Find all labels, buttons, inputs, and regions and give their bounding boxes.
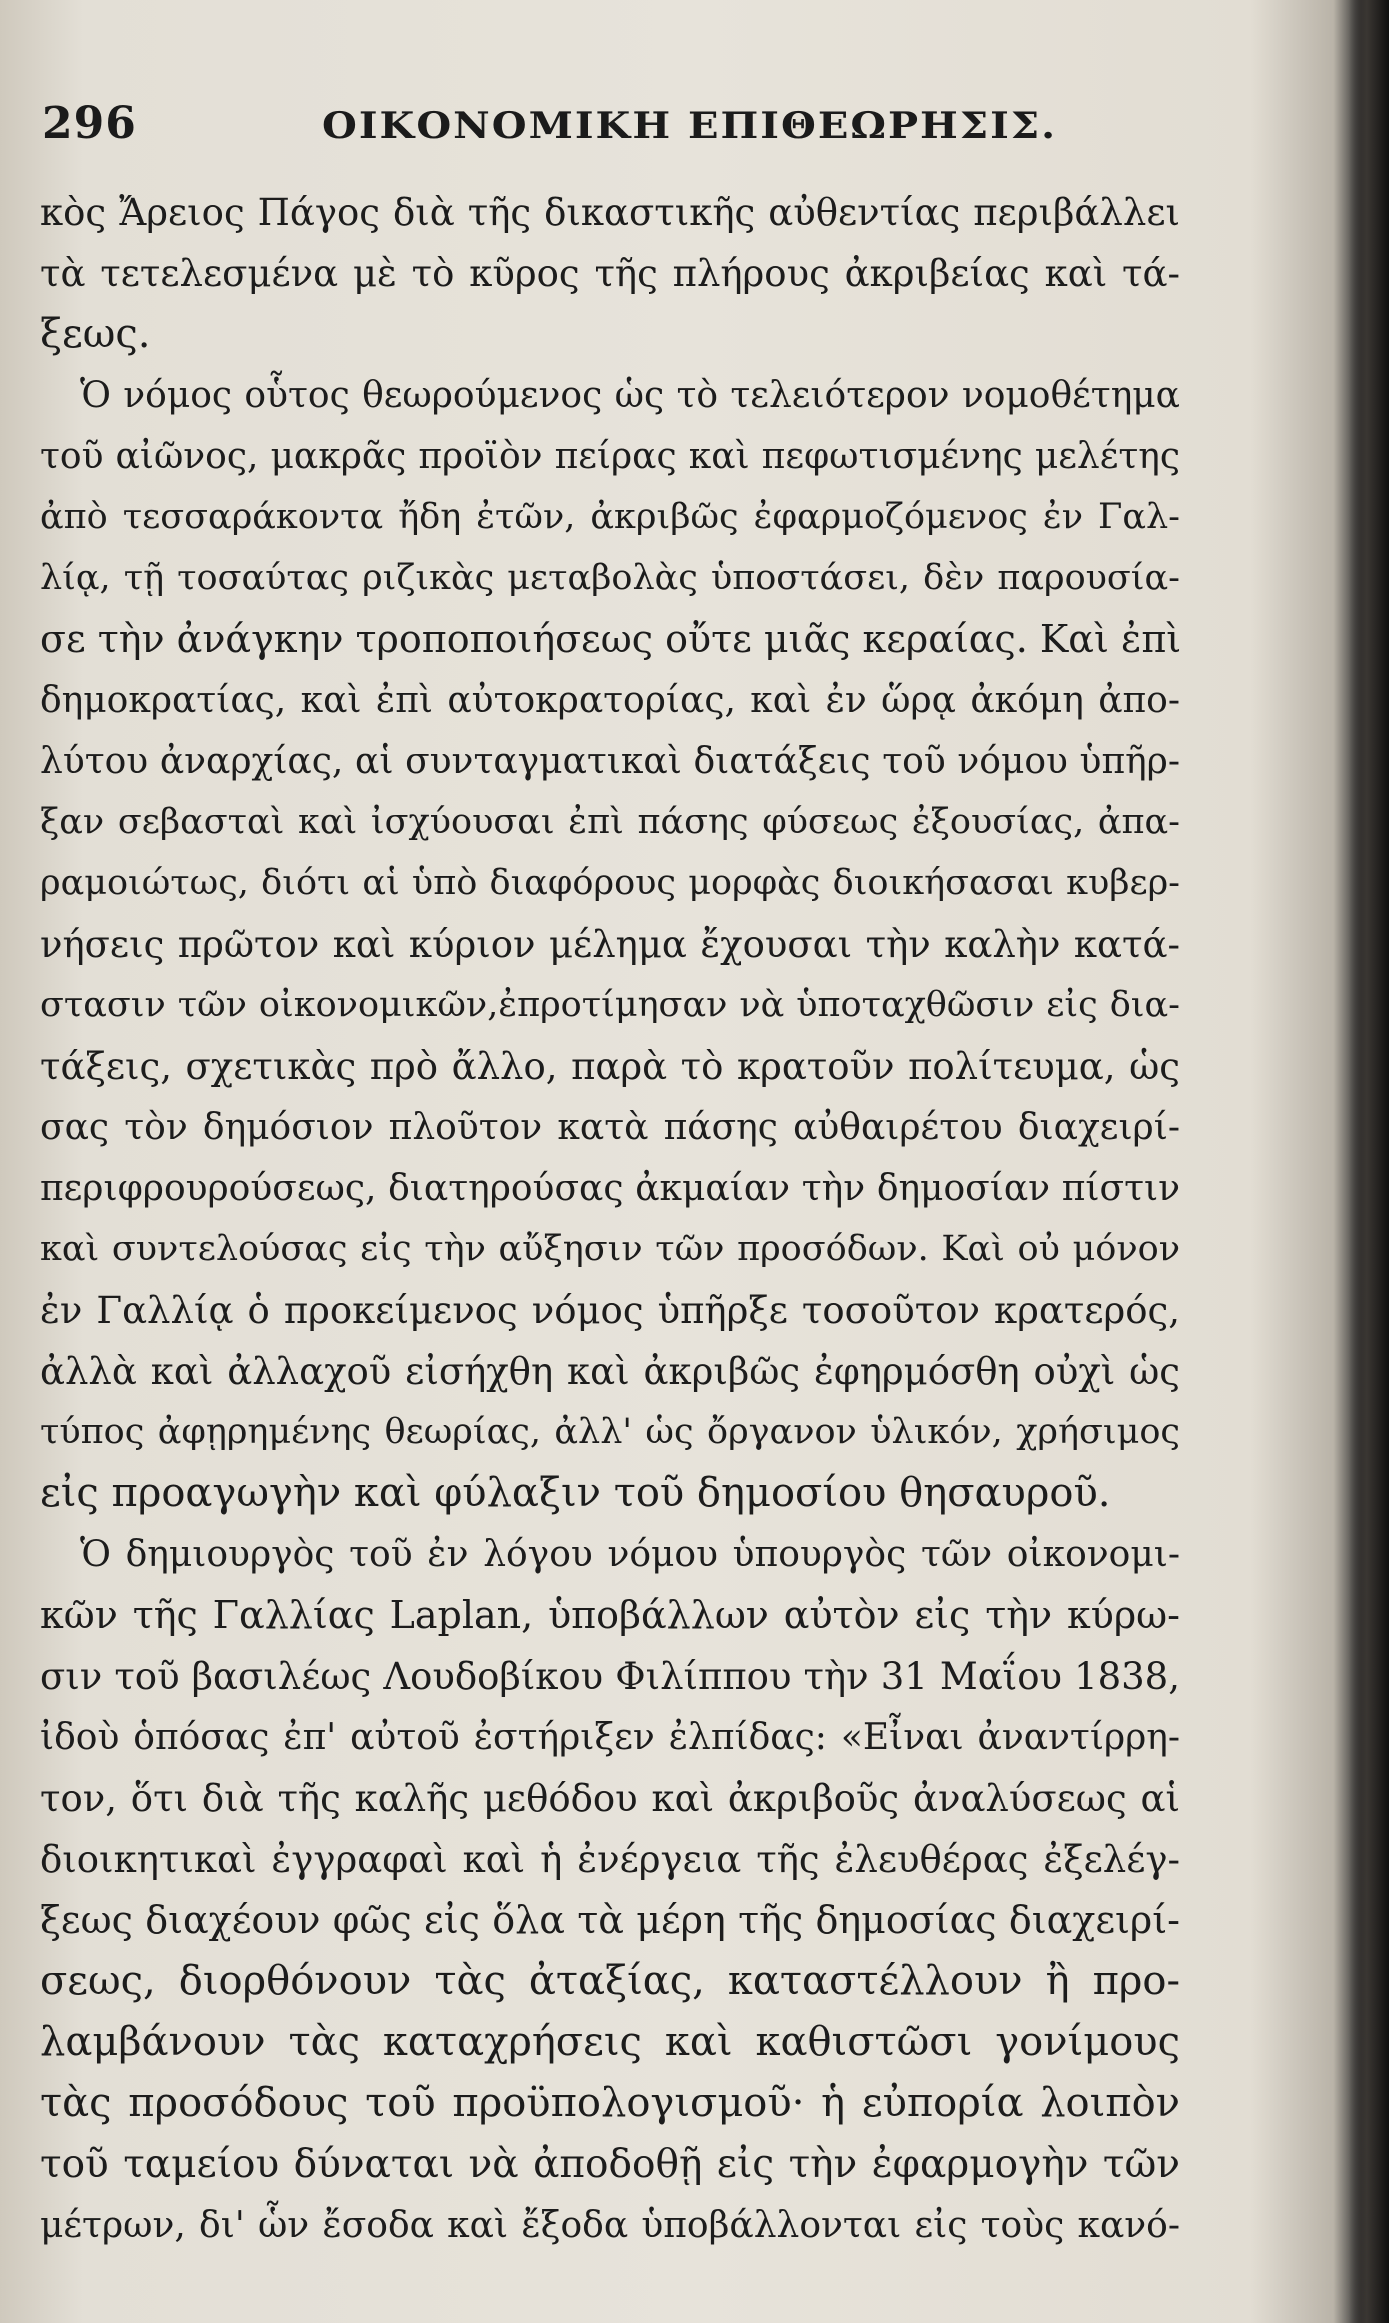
text-line: τάξεις, σχετικὰς πρὸ ἄλλο, παρὰ τὸ κρατοῦν πολίτευμα, ὡς	[40, 1045, 1180, 1088]
page-number: 296	[42, 98, 137, 149]
text-line: σας τὸν δημόσιον πλοῦτον κατὰ πάσης αὐθαιρέτου διαχειρί-	[40, 1107, 1180, 1148]
text-line: τοῦ αἰῶνος, μακρᾶς προϊὸν πείρας καὶ πεφωτισμένης μελέτης	[40, 436, 1180, 477]
text-line: περιφρουρούσεως, διατηρούσας ἀκμαίαν τὴν δημοσίαν πίστιν	[40, 1168, 1180, 1209]
text-line: τὰ τετελεσμένα μὲ τὸ κῦρος τῆς πλήρους ἀκριβείας καὶ τά-	[40, 252, 1180, 295]
text-line: σε τὴν ἀνάγκην τροποποιήσεως οὔτε μιᾶς κεραίας. Καὶ ἐπὶ	[40, 617, 1182, 661]
text-line: τον, ὅτι διὰ τῆς καλῆς μεθόδου καὶ ἀκριβοῦς ἀναλύσεως αἱ	[40, 1777, 1180, 1820]
text-line: σιν τοῦ βασιλέως Λουδοβίκου Φιλίππου τὴν 31 Μαΐου 1838,	[40, 1655, 1180, 1698]
page-header	[42, 98, 1282, 158]
text-line: ραμοιώτως, διότι αἱ ὑπὸ διαφόρους μορφὰς διοικήσασαι κυβερ-	[40, 863, 1180, 903]
text-line: λίᾳ, τῇ τοσαύτας ριζικὰς μεταβολὰς ὑποστάσει, δὲν παρουσία-	[40, 558, 1180, 598]
text-line: καὶ συντελούσας εἰς τὴν αὔξησιν τῶν προσόδων. Καὶ οὐ μόνον	[40, 1229, 1180, 1269]
text-line: λύτου ἀναρχίας, αἱ συνταγματικαὶ διατάξεις τοῦ νόμου ὑπῆρ-	[40, 741, 1180, 782]
text-line: λαμβάνουν τὰς καταχρήσεις καὶ καθιστῶσι γονίμους	[40, 2019, 1180, 2065]
running-title: ΟΙΚΟΝΟΜΙΚΗ ΕΠΙΘΕΩΡΗΣΙΣ.	[322, 104, 1058, 148]
text-line: ξαν σεβασταὶ καὶ ἰσχύουσαι ἐπὶ πάσης φύσεως ἐξουσίας, ἀπα-	[40, 802, 1180, 842]
text-line: ἐν Γαλλίᾳ ὁ προκείμενος νόμος ὑπῆρξε τοσοῦτον κρατερός,	[40, 1289, 1180, 1332]
text-line: Ὁ δημιουργὸς τοῦ ἐν λόγου νόμου ὑπουργὸς τῶν οἰκονομι-	[80, 1534, 1180, 1575]
text-line: κῶν τῆς Γαλλίας Laplan, ὑποβάλλων αὐτὸν εἰς τὴν κύρω-	[40, 1593, 1180, 1637]
text-line: ἀλλὰ καὶ ἀλλαχοῦ εἰσήχθη καὶ ἀκριβῶς ἐφηρμόσθη οὐχὶ ὡς	[40, 1350, 1180, 1393]
text-line: τὰς προσόδους τοῦ προϋπολογισμοῦ· ἡ εὐπορία λοιπὸν	[40, 2080, 1180, 2126]
text-line: εἰς προαγωγὴν καὶ φύλαξιν τοῦ δημοσίου θησαυροῦ.	[40, 1470, 1111, 1516]
text-line: Ὁ νόμος οὗτος θεωρούμενος ὡς τὸ τελειότερον νομοθέτημα	[80, 375, 1180, 416]
text-line: τύπος ἀφῃρημένης θεωρίας, ἀλλ' ὡς ὄργανον ὑλικόν, χρήσιμος	[40, 1412, 1180, 1452]
text-line: κὸς Ἄρειος Πάγος διὰ τῆς δικαστικῆς αὐθεντίας περιβάλλει	[40, 191, 1180, 234]
text-line: μέτρων, δι' ὧν ἔσοδα καὶ ἔξοδα ὑποβάλλονται εἰς τοὺς κανό-	[40, 2205, 1180, 2246]
text-line: ἰδοὺ ὁπόσας ἐπ' αὐτοῦ ἐστήριξεν ἐλπίδας: «Εἶναι ἀναντίρρη-	[40, 1717, 1180, 1758]
text-line: ἀπὸ τεσσαράκοντα ἤδη ἐτῶν, ἀκριβῶς ἐφαρμοζόμενος ἐν Γαλ-	[40, 497, 1180, 537]
body-text	[40, 182, 1180, 2256]
text-line: σεως, διορθόνουν τὰς ἀταξίας, καταστέλλουν ἢ προ-	[40, 1958, 1180, 2004]
text-line: νήσεις πρῶτον καὶ κύριον μέλημα ἔχουσαι τὴν καλὴν κατά-	[40, 923, 1180, 966]
text-line: ξεως διαχέουν φῶς εἰς ὅλα τὰ μέρη τῆς δημοσίας διαχειρί-	[40, 1898, 1180, 1942]
binding-shadow	[1349, 0, 1389, 2323]
text-line: τοῦ ταμείου δύναται νὰ ἀποδοθῇ εἰς τὴν ἐφαρμογὴν τῶν	[40, 2142, 1180, 2187]
text-line: διοικητικαὶ ἐγγραφαὶ καὶ ἡ ἐνέργεια τῆς ἐλευθέρας ἐξελέγ-	[40, 1838, 1180, 1881]
text-line: στασιν τῶν οἰκονομικῶν,ἐπροτίμησαν νὰ ὑποταχθῶσιν εἰς δια-	[40, 985, 1180, 1025]
text-line: δημοκρατίας, καὶ ἐπὶ αὐτοκρατορίας, καὶ ἐν ὥρᾳ ἀκόμη ἀπο-	[40, 680, 1180, 721]
text-line: ξεως.	[40, 311, 151, 357]
